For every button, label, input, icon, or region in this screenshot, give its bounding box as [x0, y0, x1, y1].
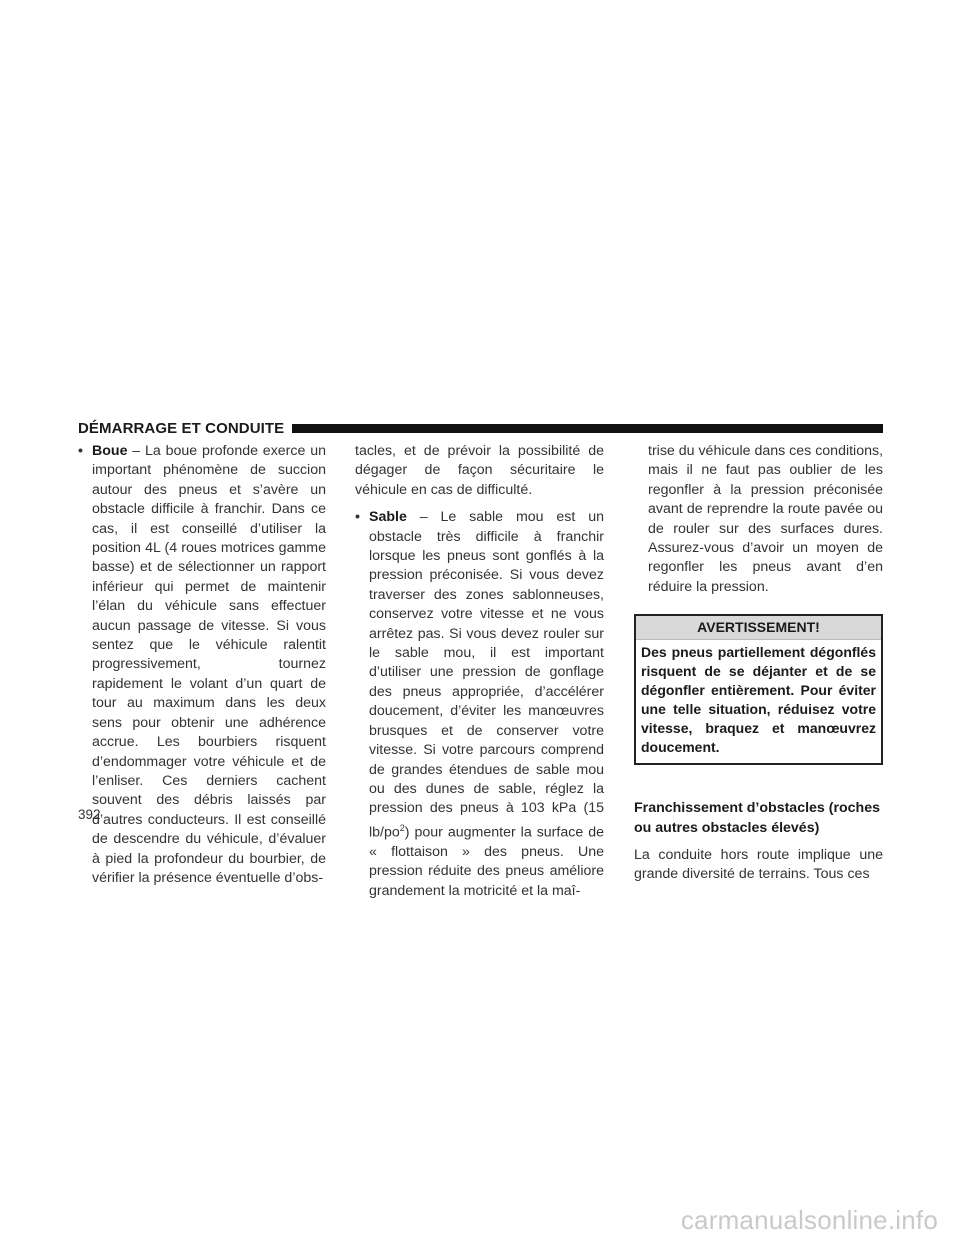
boue-description: – La boue profonde exerce un important phénomène de succion autour des pneus et s’avère un obstacle difficile à franchir. Dans ce cas, il est conseillé d’utiliser la position 4L (4 roues motrices gamme basse) et de sélectionner un rapport inférieur qui permet de maintenir l’élan du véhicule sans effectuer aucun passage de vitesse. Si vous sentez que le véhicule ralentit progressivement, tournez rapidement le volant d’un quart de tour au maximum dans les deux sens pour obtenir une adhérence accrue. Les bourbiers risquent d’endommager votre véhicule et de l’enliser. Ces derniers cachent souvent des débris laissés par d’autres conducteurs. Il est conseillé de descendre du véhicule, d’évaluer à pied la profondeur du bourbier, de vérifier la présence éventuelle d’obs-: [92, 443, 326, 886]
section-header: [78, 417, 883, 439]
watermark: carmanualsonline.info: [680, 1205, 938, 1235]
continued-paragraph: trise du véhicule dans ces conditions, mais il ne faut pas oublier de les regonfler à la pression préconisée avant de reprendre la route pavée ou de rouler sur des surfaces dures. Assurez-vous d’avoir un moyen de regonfler les pneus avant d’en réduire la pression.: [648, 443, 884, 595]
bullet-icon: •: [355, 509, 360, 526]
section-title: DÉMARRAGE ET CONDUITE: [78, 419, 285, 437]
sable-description-part-2: ) pour augmenter la surface de « flottaison » des pneus. Une pression réduite des pneus améliore grandement la motricité et la maî-: [369, 824, 604, 899]
body-paragraph: La conduite hors route implique une grande diversité de terrains. Tous ces: [634, 847, 883, 883]
header-rule: [292, 424, 883, 433]
text-column-1: [78, 442, 326, 888]
superscript-exponent: 2: [399, 822, 405, 833]
warning-text: Des pneus partiellement dégonflés risquent de se déjanter et de se dégonfler entièrement. Pour éviter une telle situation, réduisez votre vitesse, braquez et manœuvrez doucement.: [641, 644, 876, 756]
warning-box: [634, 614, 883, 765]
bullet-item-sable: [355, 508, 604, 901]
spacer: [355, 500, 604, 508]
sable-description-part-1: – Le sable mou est un obstacle très difficile à franchir lorsque les pneus sont gonflés à la pression préconisée. Si vous devez traverser des zones sablonneuses, conservez votre vitesse et ne vous arrêtez pas. Si vous devez rouler sur le sable mou, il est important d’utiliser une pression de gonflage des pneus appropriée, d’accélérer doucement, d’éviter les manœuvres brusques et de conserver votre vitesse. Si votre parcours comprend de grandes étendues de sable mou ou des dunes de sable, réglez la pression des pneus à 103 kPa (15 lb/po: [369, 509, 604, 841]
term-sable: Sable: [369, 509, 407, 526]
page-number: 392: [78, 807, 101, 822]
continued-paragraph: tacles, et de prévoir la possibilité de dégager de façon sécuritaire le véhicule en cas de difficulté.: [355, 443, 604, 498]
text-column-2: [355, 442, 604, 901]
warning-title: AVERTISSEMENT!: [636, 616, 881, 640]
bullet-item-boue: [78, 442, 326, 888]
subheading: Franchissement d’obstacles (roches ou autres obstacles élevés): [634, 800, 881, 836]
text-column-3: [634, 442, 883, 885]
term-boue: Boue: [92, 443, 128, 459]
bullet-icon: •: [78, 443, 83, 459]
